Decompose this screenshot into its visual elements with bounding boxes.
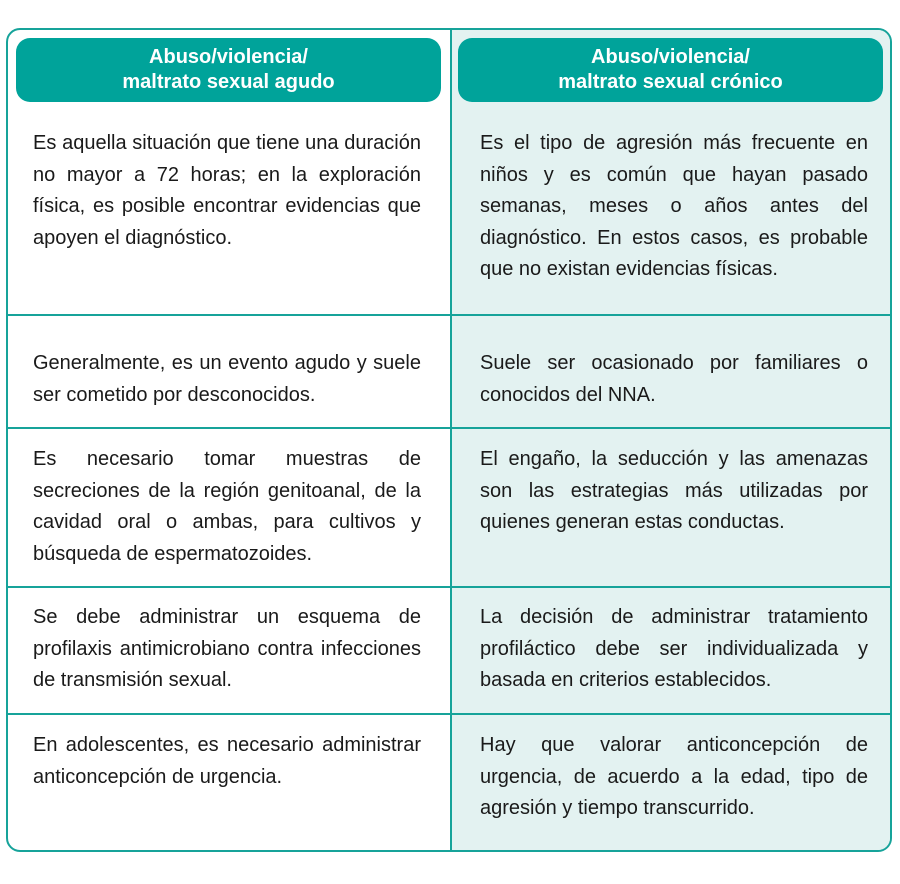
comparison-table bbox=[6, 28, 892, 852]
row-divider bbox=[8, 314, 890, 316]
header-acute-line1: Abuso/violencia/ bbox=[149, 46, 308, 68]
cell-chronic-perpetrator: Suele ser ocasionado por familiares o conocidos del NNA. bbox=[480, 352, 868, 406]
row-divider bbox=[8, 713, 890, 715]
cell-chronic-contraception: Hay que valorar anticoncepción de urgencia, de acuerdo a la edad, tipo de agresión y tiempo transcurrido. bbox=[480, 734, 868, 819]
column-divider bbox=[450, 30, 452, 850]
header-acute-line2: maltrato sexual agudo bbox=[122, 71, 335, 93]
cell-acute-samples: Es necesario tomar muestras de secreciones de la región genitoanal, de la cavidad oral o ambas, para cultivos y búsqueda de espermatozoides. bbox=[33, 448, 421, 565]
header-chronic-line1: Abuso/violencia/ bbox=[591, 46, 750, 68]
header-acute bbox=[16, 38, 441, 102]
header-chronic-line2: maltrato sexual crónico bbox=[558, 71, 783, 93]
cell-acute-prophylaxis: Se debe administrar un esquema de profilaxis antimicrobiano contra infecciones de transmisión sexual. bbox=[33, 606, 421, 691]
header-chronic bbox=[458, 38, 883, 102]
row-divider bbox=[8, 427, 890, 429]
cell-acute-duration: Es aquella situación que tiene una duración no mayor a 72 horas; en la exploración física, es posible encontrar evidencias que apoyen el diagnóstico. bbox=[33, 132, 421, 249]
cell-chronic-prophylaxis: La decisión de administrar tratamiento profiláctico debe ser individualizada y basada en criterios establecidos. bbox=[480, 606, 868, 691]
cell-acute-perpetrator: Generalmente, es un evento agudo y suele ser cometido por desconocidos. bbox=[33, 352, 421, 406]
cell-chronic-frequency: Es el tipo de agresión más frecuente en niños y es común que hayan pasado semanas, meses o años antes del diagnóstico. En estos casos, es probable que no existan evidencias físicas. bbox=[480, 132, 868, 280]
cell-acute-contraception: En adolescentes, es necesario administrar anticoncepción de urgencia. bbox=[33, 734, 421, 788]
cell-chronic-strategies: El engaño, la seducción y las amenazas son las estrategias más utilizadas por quienes generan estas conductas. bbox=[480, 448, 868, 533]
row-divider bbox=[8, 586, 890, 588]
